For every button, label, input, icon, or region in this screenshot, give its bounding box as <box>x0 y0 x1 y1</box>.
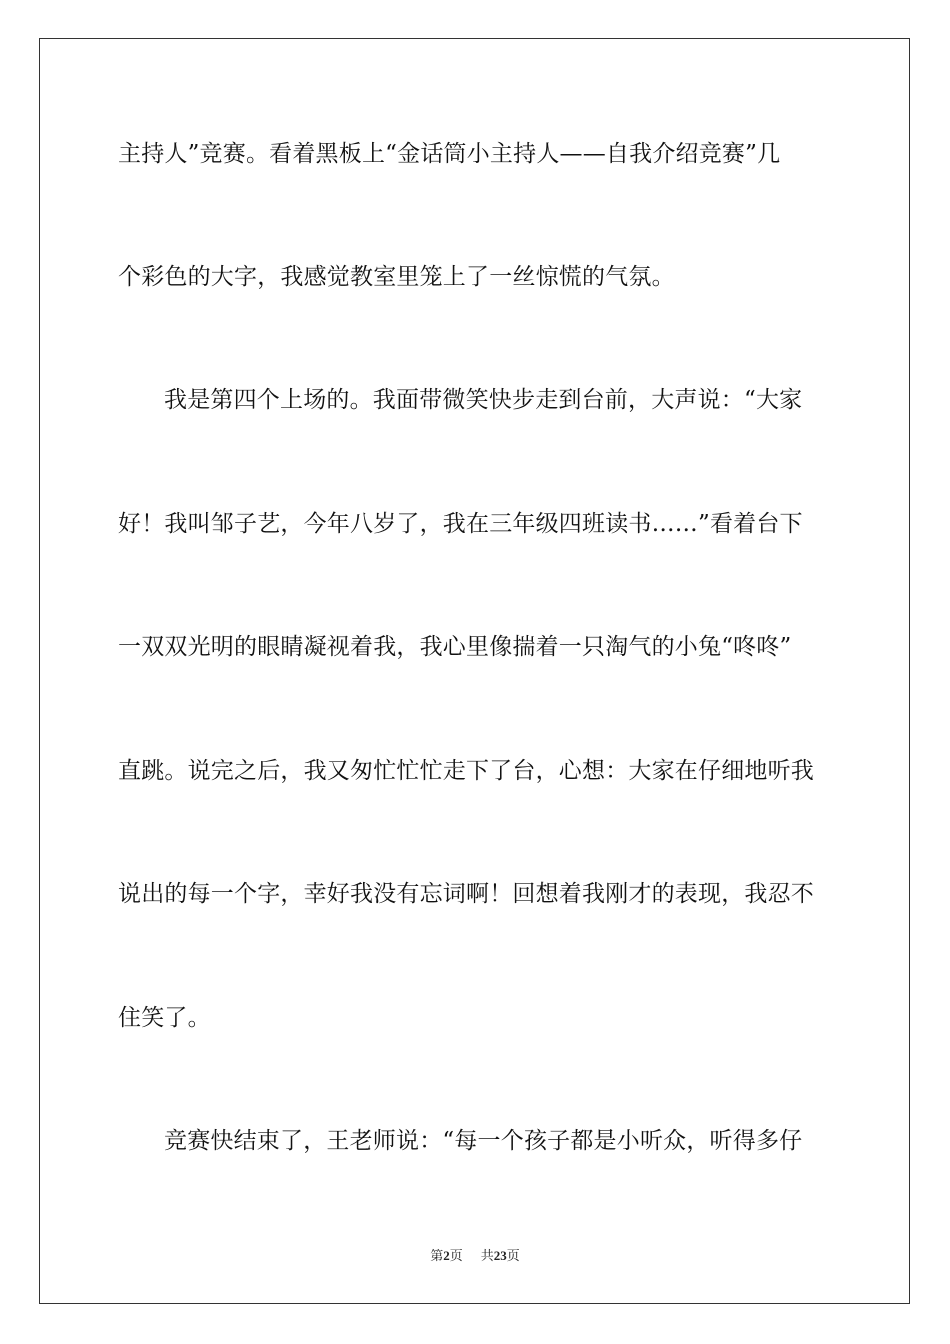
body-line-7: 说出的每一个字，幸好我没有忘词啊！回想着我刚才的表现，我忍不 <box>118 881 814 907</box>
footer-total-prefix: 共 <box>480 1249 494 1264</box>
body-line-5: 一双双光明的眼睛凝视着我，我心里像揣着一只淘气的小兔“咚咚” <box>118 634 792 660</box>
body-line-3: 我是第四个上场的。我面带微笑快步走到台前，大声说：“大家 <box>164 387 803 413</box>
footer-page-prefix: 第 <box>430 1249 444 1264</box>
body-line-1: 主持人”竞赛。看着黑板上“金话筒小主持人——自我介绍竞赛”几 <box>118 141 781 167</box>
footer-page-suffix: 页 <box>449 1249 463 1264</box>
body-line-4: 好！我叫邹子艺，今年八岁了，我在三年级四班读书……”看着台下 <box>118 511 803 537</box>
page-footer <box>0 1247 950 1266</box>
body-line-8: 住笑了。 <box>118 1005 211 1031</box>
footer-total-pages: 23 <box>493 1248 507 1263</box>
body-line-2: 个彩色的大字，我感觉教室里笼上了一丝惊慌的气氛。 <box>118 264 675 290</box>
footer-page-number: 2 <box>443 1248 450 1263</box>
body-line-9: 竞赛快结束了，王老师说：“每一个孩子都是小听众，听得多仔 <box>164 1128 803 1154</box>
footer-total-suffix: 页 <box>506 1249 520 1264</box>
body-line-6: 直跳。说完之后，我又匆忙忙忙走下了台，心想：大家在仔细地听我 <box>118 758 814 784</box>
page-border <box>39 38 910 1304</box>
